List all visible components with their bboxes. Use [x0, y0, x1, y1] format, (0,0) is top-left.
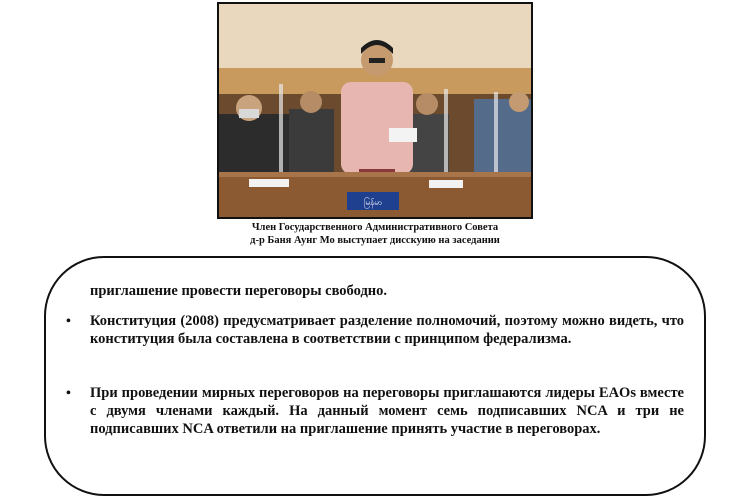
bullet-text-constitution: Конституция (2008) предусматривает разделение полномочий, поэтому можно видеть, что конституция была составлена в соответствии с принципом федерализма. [90, 313, 684, 347]
bullet-text-negotiations: При проведении мирных переговоров на переговоры приглашаются лидеры EAOs вместе с двумя членами каждый. На данный момент семь подписавших NCA и три не подписавших NCA ответили на приглашение принять участие в переговорах. [90, 385, 684, 437]
meeting-photo [217, 2, 533, 219]
bullet-marker: • [66, 386, 71, 401]
caption-line-2: д-р Баня Аунг Мо выступает дисскуию на заседании [250, 234, 500, 246]
bullet-marker: • [66, 314, 71, 329]
lead-paragraph: приглашение провести переговоры свободно. [90, 283, 388, 299]
meeting-photo-illustration [219, 4, 531, 217]
caption-line-1: Член Государственного Административного Совета [251, 222, 499, 233]
nameplate-text: မြန်မာ [364, 198, 382, 207]
photo-caption [150, 222, 600, 247]
